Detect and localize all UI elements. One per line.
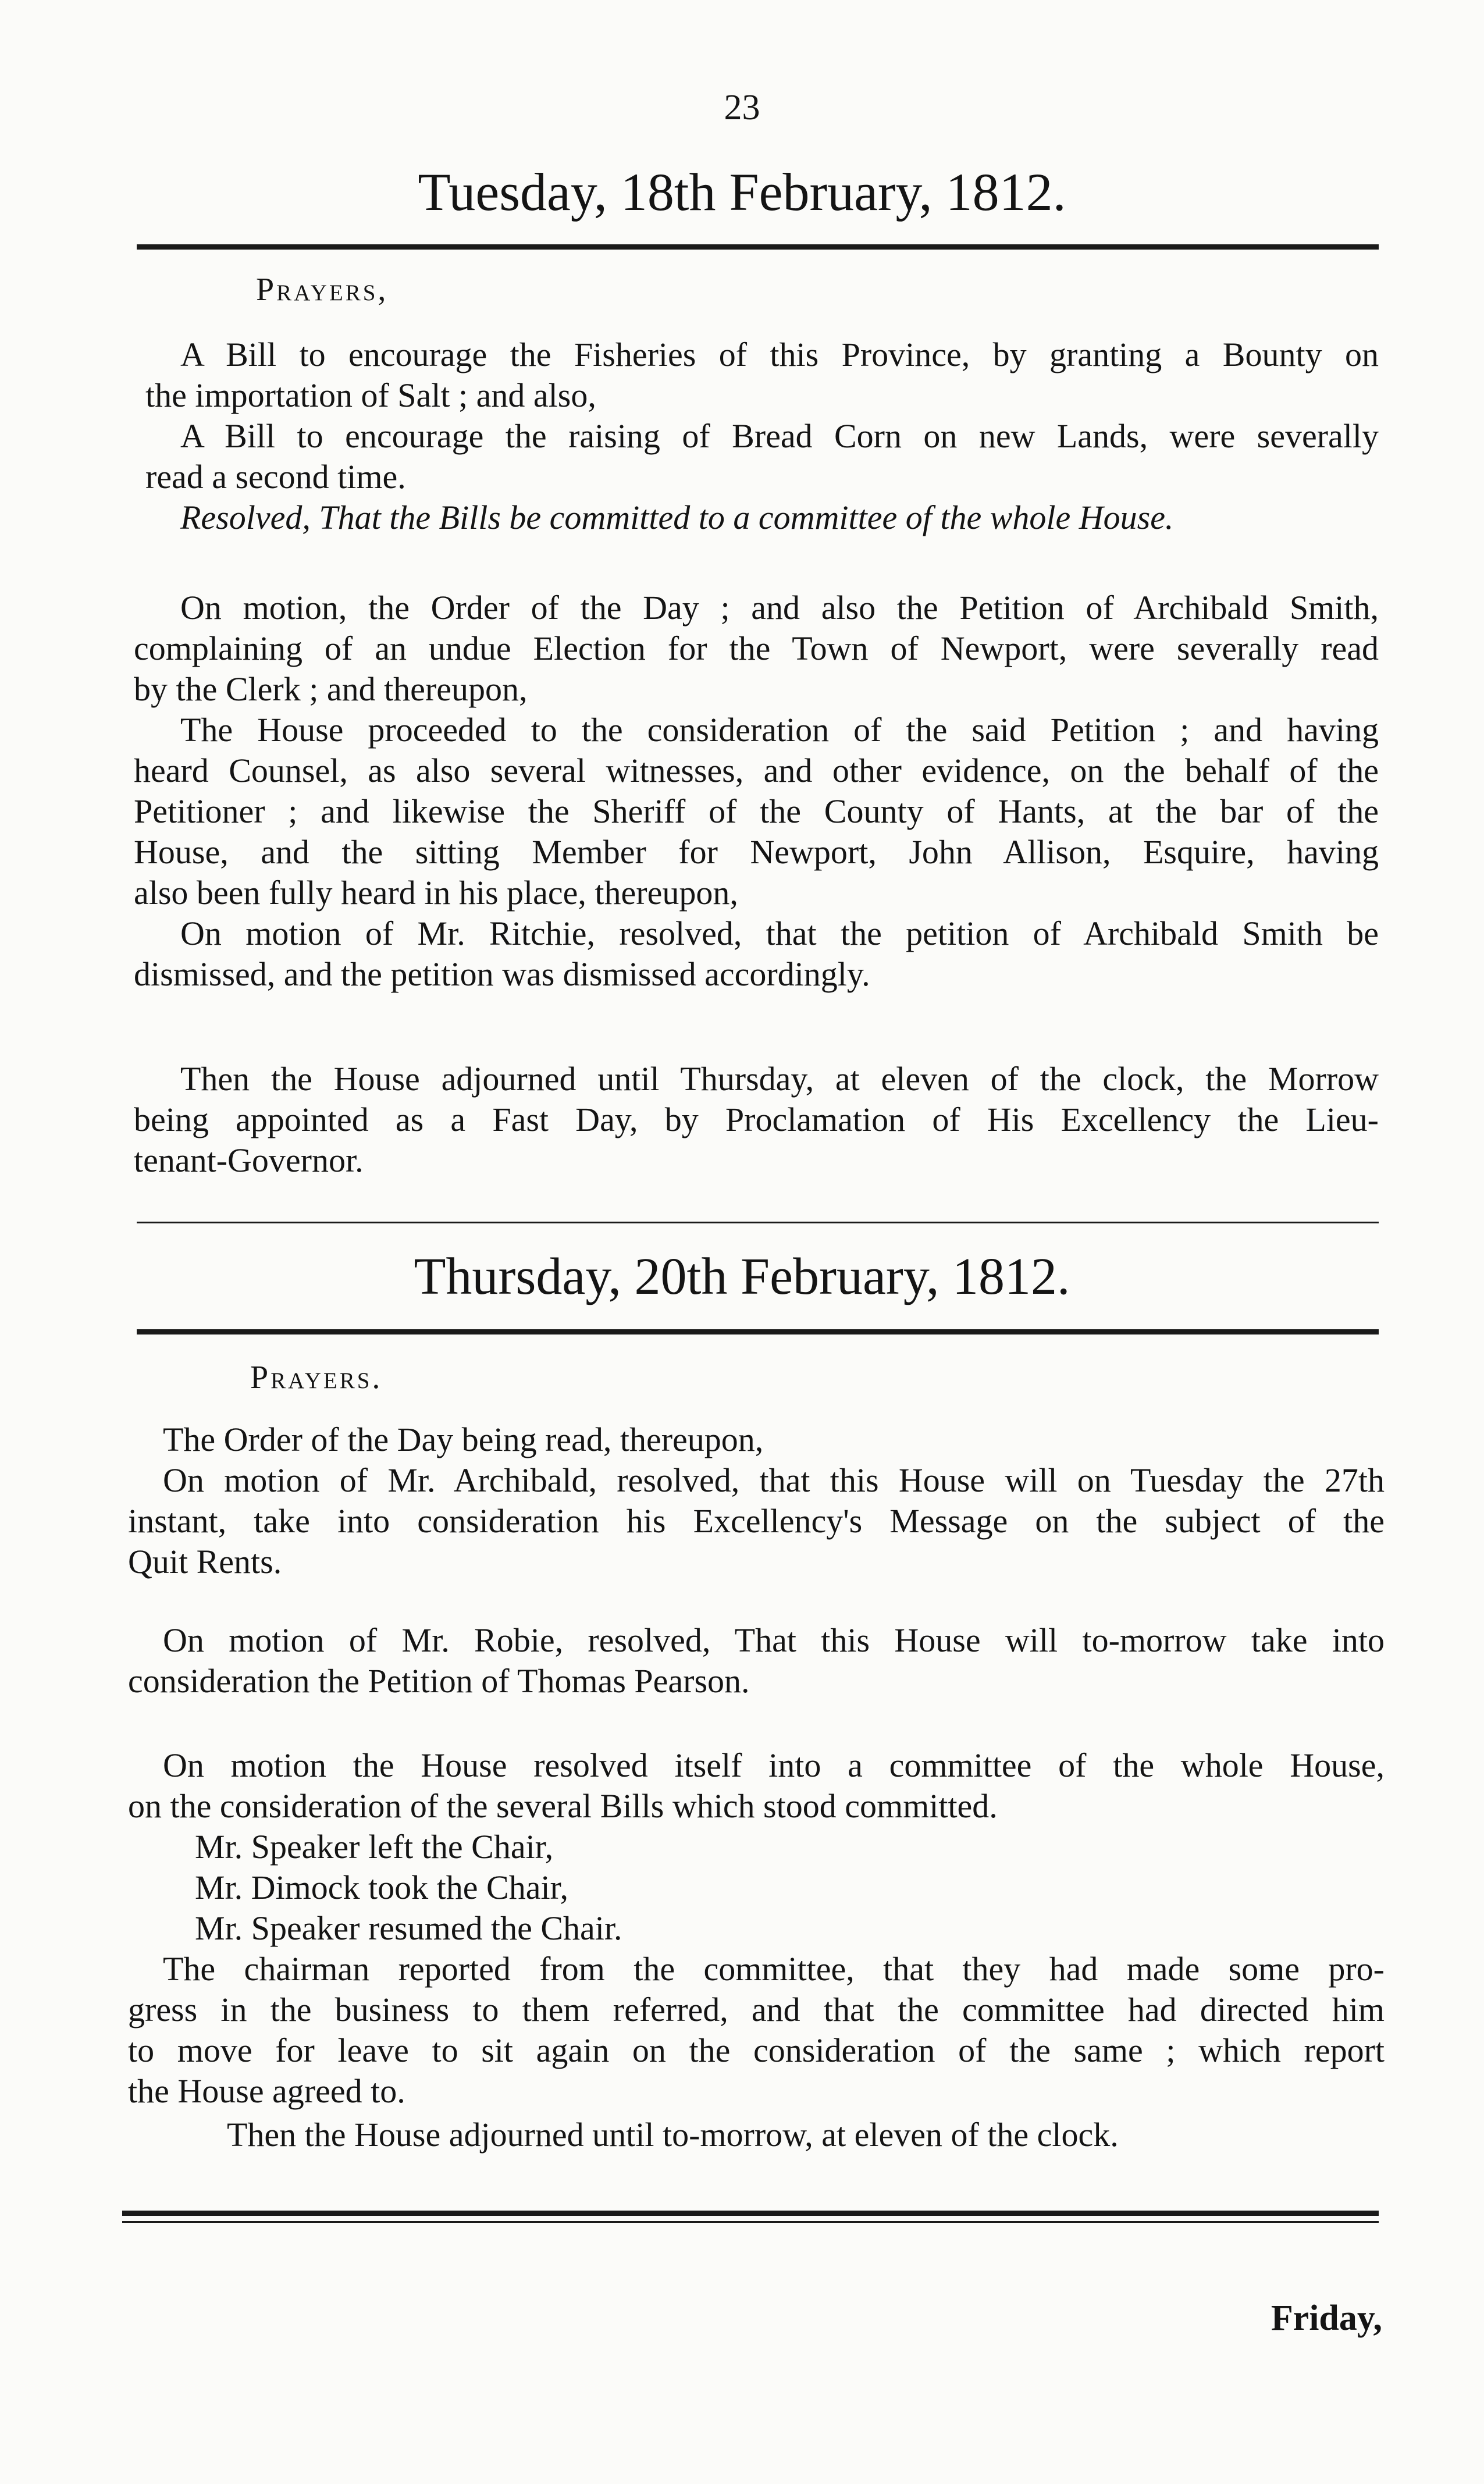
second-entry-paragraph-1: [116, 1419, 1385, 1582]
page-number: 23: [724, 88, 760, 127]
text-line: heard Counsel, as also several witnesses, and other evidence, on the behalf of the: [134, 752, 1379, 789]
text-line: to move for leave to sit again on the consideration of the same ; which report: [128, 2031, 1385, 2069]
text-line: complaining of an undue Election for the Town of Newport, were severally read: [134, 629, 1379, 667]
text-line: dismissed, and the petition was dismissed accordingly.: [134, 955, 870, 993]
closing-rule-thin: [122, 2221, 1379, 2223]
first-entry-heading: Tuesday, 18th February, 1812.: [418, 162, 1066, 222]
first-entry-paragraph-1: [134, 334, 1379, 538]
prayers-label-1: Prayers,: [256, 272, 389, 308]
text-line: the House agreed to.: [128, 2072, 405, 2110]
text-line: A Bill to encourage the raising of Bread Corn on new Lands, were severally: [180, 417, 1379, 455]
second-entry-paragraph-3: [116, 1745, 1385, 2158]
text-line: On motion, the Order of the Day ; and also the Petition of Archibald Smith,: [180, 589, 1379, 627]
text-line: Then the House adjourned until to-morrow, at eleven of the clock.: [227, 2116, 1119, 2154]
first-entry-paragraph-2: [134, 588, 1379, 995]
text-line: also been fully heard in his place, thereupon,: [134, 874, 738, 912]
text-line: Resolved, That the Bills be committed to a committee of the whole House.: [180, 499, 1174, 536]
text-line: Mr. Speaker left the Chair,: [195, 1828, 554, 1866]
text-line: gress in the business to them referred, and that the committee had directed him: [128, 1991, 1385, 2029]
text-line: On motion of Mr. Ritchie, resolved, that the petition of Archibald Smith be: [180, 914, 1379, 952]
text-line: On motion of Mr. Robie, resolved, That this House will to-morrow take into: [163, 1621, 1385, 1659]
text-line: Petitioner ; and likewise the Sheriff of the County of Hants, at the bar of the: [134, 792, 1379, 830]
text-line: House, and the sitting Member for Newport, John Allison, Esquire, having: [134, 833, 1379, 871]
text-line: read a second time.: [145, 458, 406, 496]
text-line: Mr. Speaker resumed the Chair.: [195, 1909, 622, 1947]
text-line: On motion the House resolved itself into a committee of the whole House,: [163, 1746, 1385, 1784]
text-line: A Bill to encourage the Fisheries of this Province, by granting a Bounty on: [180, 336, 1379, 373]
second-entry-paragraph-2: [116, 1620, 1385, 1702]
second-entry-heading: Thursday, 20th February, 1812.: [414, 1248, 1070, 1305]
text-line: The House proceeded to the consideration of the said Petition ; and having: [180, 711, 1379, 749]
catchword: Friday,: [1271, 2298, 1382, 2338]
text-line: on the consideration of the several Bills which stood committed.: [128, 1787, 998, 1825]
text-line: On motion of Mr. Archibald, resolved, that this House will on Tuesday the 27th: [163, 1461, 1385, 1499]
text-line: The Order of the Day being read, thereupon,: [163, 1421, 764, 1458]
closing-rule: [122, 2211, 1379, 2216]
first-entry-paragraph-3: [134, 1059, 1379, 1181]
text-line: Then the House adjourned until Thursday, at eleven of the clock, the Morrow: [180, 1060, 1379, 1098]
text-line: Quit Rents.: [128, 1543, 282, 1581]
text-line: being appointed as a Fast Day, by Proclamation of His Excellency the Lieu-: [134, 1101, 1379, 1138]
text-line: The chairman reported from the committee, that they had made some pro-: [163, 1950, 1385, 1988]
text-line: consideration the Petition of Thomas Pearson.: [128, 1662, 750, 1700]
prayers-label-2: Prayers.: [250, 1360, 383, 1396]
section-rule: [137, 1222, 1379, 1223]
text-line: the importation of Salt ; and also,: [145, 376, 596, 414]
text-line: Mr. Dimock took the Chair,: [195, 1869, 569, 1906]
heading-rule-1: [137, 244, 1379, 250]
text-line: tenant-Governor.: [134, 1141, 364, 1179]
heading-rule-2: [137, 1329, 1379, 1334]
text-line: by the Clerk ; and thereupon,: [134, 670, 528, 708]
text-line: instant, take into consideration his Excellency's Message on the subject of the: [128, 1502, 1385, 1540]
